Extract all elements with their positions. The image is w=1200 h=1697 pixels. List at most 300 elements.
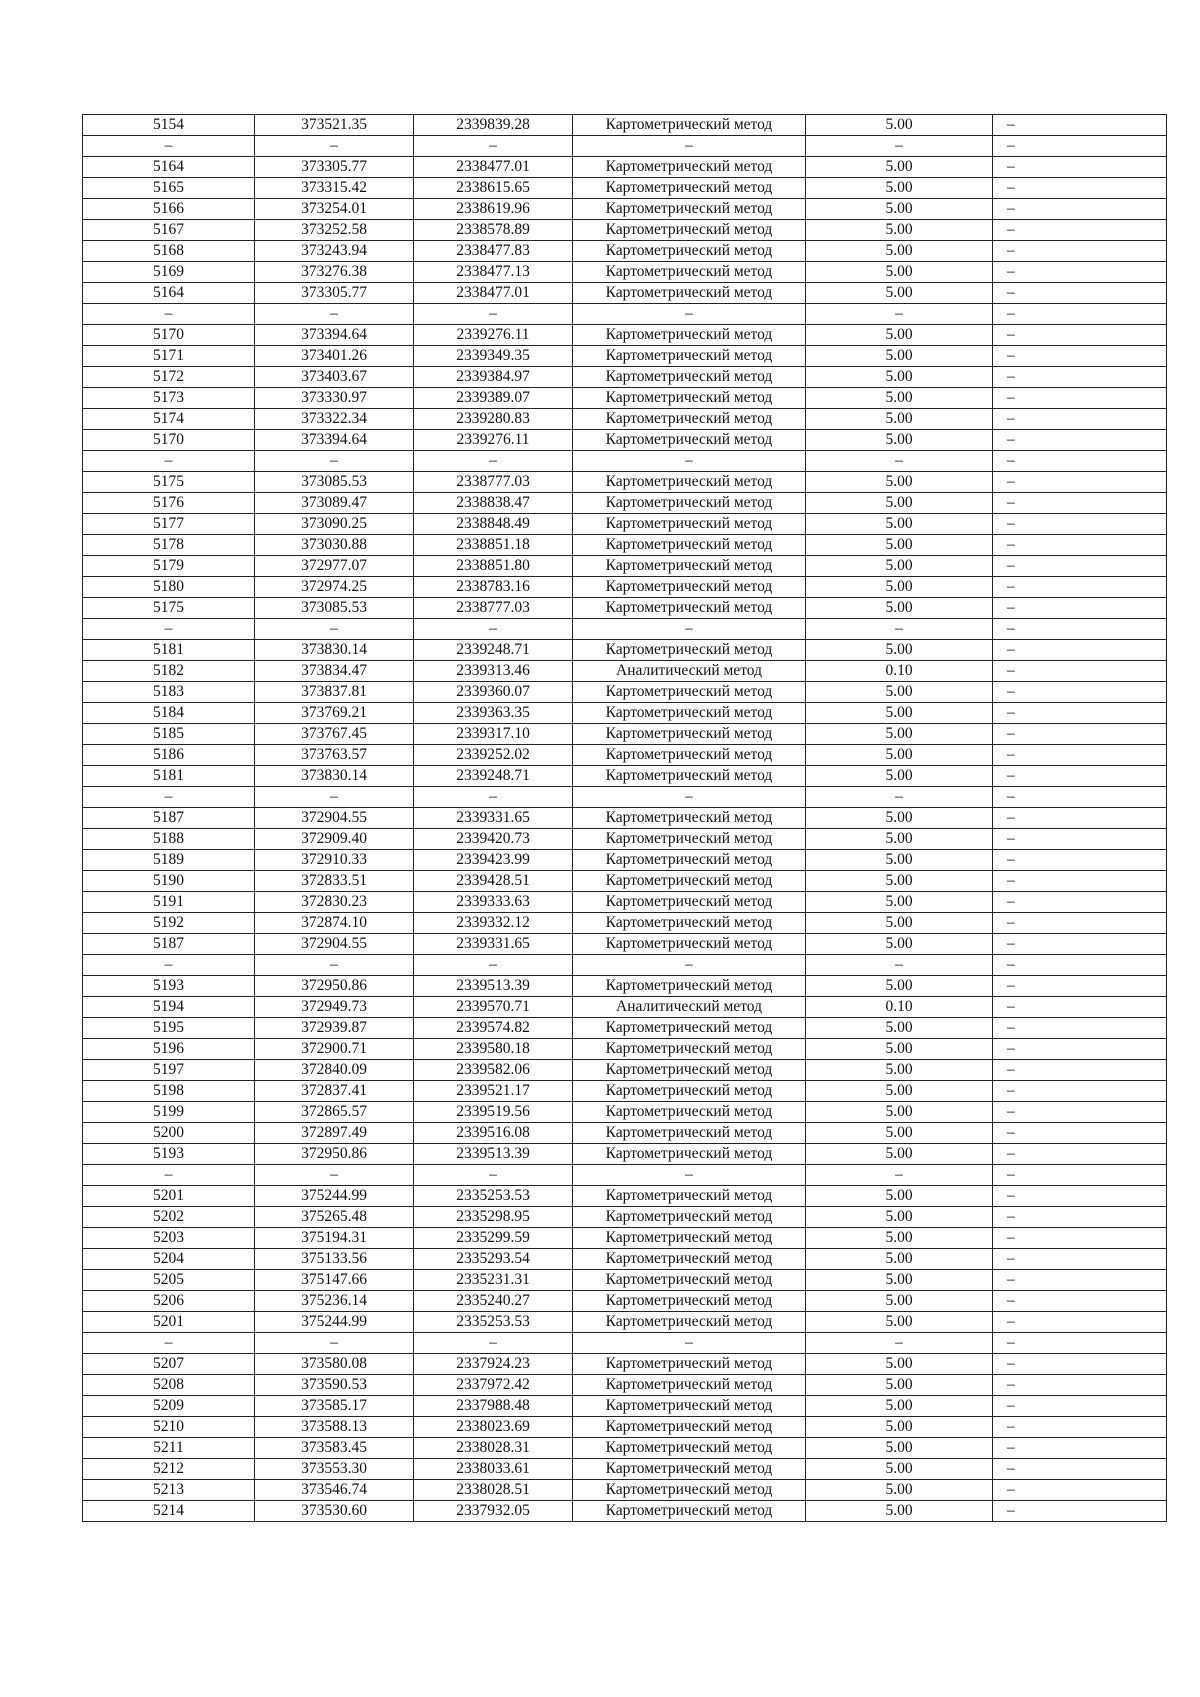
y-coordinate-cell: – [414,136,573,157]
x-coordinate-cell: 373330.97 [255,388,414,409]
description-cell: – [993,1270,1167,1291]
description-cell: – [993,1480,1167,1501]
description-cell: – [993,1081,1167,1102]
x-coordinate-cell: 372949.73 [255,997,414,1018]
accuracy-cell: – [806,787,993,808]
point-number-cell: 5181 [83,766,255,787]
accuracy-cell: 0.10 [806,997,993,1018]
description-cell: – [993,535,1167,556]
y-coordinate-cell: 2338615.65 [414,178,573,199]
x-coordinate-cell: 373305.77 [255,283,414,304]
accuracy-cell: – [806,619,993,640]
x-coordinate-cell: – [255,619,414,640]
accuracy-cell: 5.00 [806,409,993,430]
x-coordinate-cell: – [255,955,414,976]
point-number-cell: 5165 [83,178,255,199]
description-cell: – [993,283,1167,304]
table-row [83,640,1167,661]
y-coordinate-cell: 2339420.73 [414,829,573,850]
y-coordinate-cell: 2339574.82 [414,1018,573,1039]
y-coordinate-cell: 2338777.03 [414,472,573,493]
method-cell: Картометрический метод [573,556,806,577]
point-number-cell: 5205 [83,1270,255,1291]
x-coordinate-cell: 375244.99 [255,1312,414,1333]
point-number-cell: 5211 [83,1438,255,1459]
point-number-cell: 5207 [83,1354,255,1375]
point-number-cell: – [83,451,255,472]
table-row [83,1123,1167,1144]
point-number-cell: – [83,787,255,808]
x-coordinate-cell: 373583.45 [255,1438,414,1459]
method-cell: Картометрический метод [573,829,806,850]
point-number-cell: 5169 [83,262,255,283]
y-coordinate-cell: – [414,955,573,976]
y-coordinate-cell: 2338033.61 [414,1459,573,1480]
description-cell: – [993,1396,1167,1417]
description-cell: – [993,1333,1167,1354]
x-coordinate-cell: 372910.33 [255,850,414,871]
y-coordinate-cell: 2339513.39 [414,1144,573,1165]
y-coordinate-cell: 2339248.71 [414,640,573,661]
point-number-cell: 5197 [83,1060,255,1081]
x-coordinate-cell: 372950.86 [255,1144,414,1165]
y-coordinate-cell: 2339331.65 [414,808,573,829]
table-row [83,934,1167,955]
method-cell: Картометрический метод [573,430,806,451]
table-row [83,1039,1167,1060]
description-cell: – [993,1039,1167,1060]
y-coordinate-cell: 2337988.48 [414,1396,573,1417]
table-row [83,472,1167,493]
point-number-cell: 5198 [83,1081,255,1102]
accuracy-cell: 5.00 [806,199,993,220]
point-number-cell: 5170 [83,430,255,451]
point-number-cell: 5181 [83,640,255,661]
description-cell: – [993,367,1167,388]
accuracy-cell: 5.00 [806,1354,993,1375]
description-cell: – [993,241,1167,262]
table-row [83,871,1167,892]
point-number-cell: 5154 [83,115,255,136]
x-coordinate-cell: 372977.07 [255,556,414,577]
method-cell: Картометрический метод [573,1081,806,1102]
description-cell: – [993,766,1167,787]
accuracy-cell: 5.00 [806,1102,993,1123]
description-cell: – [993,409,1167,430]
point-number-cell: 5164 [83,283,255,304]
table-row [83,661,1167,682]
accuracy-cell: 5.00 [806,1228,993,1249]
point-number-cell: 5202 [83,1207,255,1228]
description-cell: – [993,871,1167,892]
method-cell: Картометрический метод [573,1186,806,1207]
table-row [83,1081,1167,1102]
point-number-cell: 5185 [83,724,255,745]
table-row [83,1291,1167,1312]
point-number-cell: – [83,304,255,325]
x-coordinate-cell: 373403.67 [255,367,414,388]
point-number-cell: – [83,955,255,976]
accuracy-cell: 5.00 [806,115,993,136]
description-cell: – [993,304,1167,325]
table-row [83,913,1167,934]
x-coordinate-cell: 373590.53 [255,1375,414,1396]
method-cell: Картометрический метод [573,577,806,598]
description-cell: – [993,976,1167,997]
y-coordinate-cell: 2337972.42 [414,1375,573,1396]
table-row [83,178,1167,199]
point-number-cell: 5199 [83,1102,255,1123]
description-cell: – [993,1249,1167,1270]
point-number-cell: 5164 [83,157,255,178]
method-cell: – [573,1333,806,1354]
point-number-cell: 5171 [83,346,255,367]
accuracy-cell: 5.00 [806,976,993,997]
x-coordinate-cell: 372950.86 [255,976,414,997]
point-number-cell: 5189 [83,850,255,871]
accuracy-cell: – [806,451,993,472]
description-cell: – [993,1417,1167,1438]
description-cell: – [993,1186,1167,1207]
accuracy-cell: 5.00 [806,556,993,577]
description-cell: – [993,997,1167,1018]
method-cell: Картометрический метод [573,472,806,493]
method-cell: Картометрический метод [573,1270,806,1291]
accuracy-cell: – [806,1333,993,1354]
table-row [83,1144,1167,1165]
y-coordinate-cell: 2335240.27 [414,1291,573,1312]
description-cell: – [993,787,1167,808]
method-cell: Картометрический метод [573,346,806,367]
accuracy-cell: 5.00 [806,913,993,934]
y-coordinate-cell: – [414,304,573,325]
point-number-cell: 5203 [83,1228,255,1249]
x-coordinate-cell: 373085.53 [255,472,414,493]
x-coordinate-cell: 373588.13 [255,1417,414,1438]
description-cell: – [993,157,1167,178]
accuracy-cell: 5.00 [806,514,993,535]
y-coordinate-cell: – [414,1165,573,1186]
description-cell: – [993,808,1167,829]
accuracy-cell: 5.00 [806,1270,993,1291]
method-cell: Картометрический метод [573,514,806,535]
accuracy-cell: 5.00 [806,325,993,346]
y-coordinate-cell: 2339513.39 [414,976,573,997]
x-coordinate-cell: 372897.49 [255,1123,414,1144]
description-cell: – [993,199,1167,220]
table-row [83,199,1167,220]
point-number-cell: 5187 [83,934,255,955]
accuracy-cell: 5.00 [806,1375,993,1396]
y-coordinate-cell: 2335253.53 [414,1312,573,1333]
y-coordinate-cell: 2338783.16 [414,577,573,598]
point-number-cell: 5212 [83,1459,255,1480]
y-coordinate-cell: – [414,787,573,808]
point-number-cell: 5187 [83,808,255,829]
y-coordinate-cell: 2339384.97 [414,367,573,388]
accuracy-cell: 5.00 [806,1480,993,1501]
x-coordinate-cell: 373030.88 [255,535,414,556]
description-cell: – [993,703,1167,724]
accuracy-cell: 5.00 [806,220,993,241]
y-coordinate-cell: 2338023.69 [414,1417,573,1438]
description-cell: – [993,346,1167,367]
accuracy-cell: 5.00 [806,1060,993,1081]
method-cell: Картометрический метод [573,745,806,766]
table-row [83,115,1167,136]
x-coordinate-cell: – [255,136,414,157]
y-coordinate-cell: 2339331.65 [414,934,573,955]
method-cell: Картометрический метод [573,1396,806,1417]
accuracy-cell: 5.00 [806,1249,993,1270]
accuracy-cell: 5.00 [806,703,993,724]
point-number-cell: 5174 [83,409,255,430]
x-coordinate-cell: 373254.01 [255,199,414,220]
point-number-cell: 5206 [83,1291,255,1312]
x-coordinate-cell: – [255,1165,414,1186]
point-number-cell: 5209 [83,1396,255,1417]
accuracy-cell: 5.00 [806,829,993,850]
y-coordinate-cell: 2339521.17 [414,1081,573,1102]
table-row [83,1333,1167,1354]
point-number-cell: 5177 [83,514,255,535]
x-coordinate-cell: 373085.53 [255,598,414,619]
method-cell: Картометрический метод [573,1312,806,1333]
table-row [83,1501,1167,1522]
point-number-cell: 5168 [83,241,255,262]
point-number-cell: 5191 [83,892,255,913]
table-row [83,1249,1167,1270]
accuracy-cell: 5.00 [806,745,993,766]
y-coordinate-cell: 2339570.71 [414,997,573,1018]
method-cell: Картометрический метод [573,703,806,724]
y-coordinate-cell: 2339516.08 [414,1123,573,1144]
y-coordinate-cell: 2338838.47 [414,493,573,514]
description-cell: – [993,220,1167,241]
table-row [83,850,1167,871]
point-number-cell: 5193 [83,1144,255,1165]
description-cell: – [993,1459,1167,1480]
accuracy-cell: 5.00 [806,1123,993,1144]
x-coordinate-cell: 373767.45 [255,724,414,745]
point-number-cell: 5196 [83,1039,255,1060]
x-coordinate-cell: 373401.26 [255,346,414,367]
point-number-cell: 5213 [83,1480,255,1501]
y-coordinate-cell: 2339333.63 [414,892,573,913]
accuracy-cell: 5.00 [806,535,993,556]
y-coordinate-cell: 2339276.11 [414,430,573,451]
table-row [83,388,1167,409]
description-cell: – [993,1438,1167,1459]
accuracy-cell: 5.00 [806,808,993,829]
table-row [83,829,1167,850]
x-coordinate-cell: 372900.71 [255,1039,414,1060]
y-coordinate-cell: 2337924.23 [414,1354,573,1375]
table-row [83,1018,1167,1039]
accuracy-cell: 5.00 [806,1207,993,1228]
x-coordinate-cell: 375147.66 [255,1270,414,1291]
y-coordinate-cell: 2339280.83 [414,409,573,430]
table-row [83,787,1167,808]
accuracy-cell: 5.00 [806,388,993,409]
y-coordinate-cell: 2339582.06 [414,1060,573,1081]
document-page [82,114,1166,1522]
y-coordinate-cell: 2339313.46 [414,661,573,682]
method-cell: – [573,1165,806,1186]
x-coordinate-cell: 373090.25 [255,514,414,535]
table-row [83,1312,1167,1333]
y-coordinate-cell: 2335298.95 [414,1207,573,1228]
y-coordinate-cell: 2339349.35 [414,346,573,367]
coordinates-table [82,114,1167,1522]
y-coordinate-cell: 2339317.10 [414,724,573,745]
table-row [83,220,1167,241]
method-cell: Картометрический метод [573,1501,806,1522]
table-row [83,409,1167,430]
point-number-cell: 5195 [83,1018,255,1039]
x-coordinate-cell: – [255,787,414,808]
point-number-cell: 5210 [83,1417,255,1438]
table-row [83,1165,1167,1186]
method-cell: – [573,787,806,808]
method-cell: Аналитический метод [573,661,806,682]
table-row [83,1207,1167,1228]
method-cell: Картометрический метод [573,640,806,661]
table-row [83,157,1167,178]
method-cell: Картометрический метод [573,409,806,430]
accuracy-cell: 5.00 [806,472,993,493]
y-coordinate-cell: – [414,451,573,472]
table-row [83,283,1167,304]
table-row [83,1186,1167,1207]
table-row [83,262,1167,283]
point-number-cell: 5178 [83,535,255,556]
method-cell: Картометрический метод [573,199,806,220]
description-cell: – [993,115,1167,136]
y-coordinate-cell: 2338848.49 [414,514,573,535]
table-row [83,493,1167,514]
point-number-cell: 5176 [83,493,255,514]
description-cell: – [993,325,1167,346]
description-cell: – [993,514,1167,535]
x-coordinate-cell: 373315.42 [255,178,414,199]
x-coordinate-cell: 372909.40 [255,829,414,850]
x-coordinate-cell: 373322.34 [255,409,414,430]
y-coordinate-cell: 2339332.12 [414,913,573,934]
x-coordinate-cell: 373305.77 [255,157,414,178]
point-number-cell: 5204 [83,1249,255,1270]
y-coordinate-cell: 2338578.89 [414,220,573,241]
x-coordinate-cell: 372865.57 [255,1102,414,1123]
accuracy-cell: 5.00 [806,934,993,955]
y-coordinate-cell: 2339360.07 [414,682,573,703]
method-cell: Картометрический метод [573,241,806,262]
method-cell: Картометрический метод [573,1060,806,1081]
accuracy-cell: 5.00 [806,283,993,304]
accuracy-cell: 5.00 [806,367,993,388]
table-row [83,598,1167,619]
x-coordinate-cell: 373830.14 [255,640,414,661]
accuracy-cell: 5.00 [806,766,993,787]
point-number-cell: 5182 [83,661,255,682]
table-row [83,1459,1167,1480]
y-coordinate-cell: – [414,619,573,640]
accuracy-cell: 5.00 [806,157,993,178]
y-coordinate-cell: 2338028.51 [414,1480,573,1501]
description-cell: – [993,724,1167,745]
method-cell: Картометрический метод [573,367,806,388]
x-coordinate-cell: 373243.94 [255,241,414,262]
method-cell: Картометрический метод [573,1375,806,1396]
method-cell: Картометрический метод [573,1018,806,1039]
accuracy-cell: 5.00 [806,1417,993,1438]
accuracy-cell: 5.00 [806,598,993,619]
x-coordinate-cell: 375244.99 [255,1186,414,1207]
accuracy-cell: – [806,1165,993,1186]
method-cell: Картометрический метод [573,262,806,283]
accuracy-cell: – [806,955,993,976]
table-row [83,241,1167,262]
description-cell: – [993,1165,1167,1186]
point-number-cell: – [83,1165,255,1186]
coordinates-table-body [83,115,1167,1522]
point-number-cell: 5193 [83,976,255,997]
method-cell: Картометрический метод [573,1417,806,1438]
table-row [83,1396,1167,1417]
accuracy-cell: 5.00 [806,1459,993,1480]
table-row [83,514,1167,535]
description-cell: – [993,493,1167,514]
method-cell: Картометрический метод [573,1144,806,1165]
table-row [83,1417,1167,1438]
accuracy-cell: 5.00 [806,1081,993,1102]
accuracy-cell: 5.00 [806,1144,993,1165]
accuracy-cell: 5.00 [806,682,993,703]
accuracy-cell: 5.00 [806,640,993,661]
method-cell: Картометрический метод [573,1123,806,1144]
table-row [83,325,1167,346]
accuracy-cell: 5.00 [806,1396,993,1417]
point-number-cell: – [83,136,255,157]
table-row [83,1480,1167,1501]
method-cell: Картометрический метод [573,892,806,913]
point-number-cell: 5175 [83,598,255,619]
description-cell: – [993,1375,1167,1396]
point-number-cell: 5194 [83,997,255,1018]
accuracy-cell: 5.00 [806,1501,993,1522]
accuracy-cell: 5.00 [806,430,993,451]
x-coordinate-cell: 373580.08 [255,1354,414,1375]
point-number-cell: 5172 [83,367,255,388]
accuracy-cell: 5.00 [806,850,993,871]
method-cell: – [573,619,806,640]
table-row [83,136,1167,157]
method-cell: Картометрический метод [573,871,806,892]
table-row [83,682,1167,703]
point-number-cell: – [83,619,255,640]
table-row [83,703,1167,724]
y-coordinate-cell: 2335293.54 [414,1249,573,1270]
point-number-cell: 5201 [83,1312,255,1333]
x-coordinate-cell: 373252.58 [255,220,414,241]
x-coordinate-cell: 372939.87 [255,1018,414,1039]
method-cell: Картометрический метод [573,808,806,829]
table-row [83,808,1167,829]
table-row [83,451,1167,472]
table-row [83,304,1167,325]
y-coordinate-cell: 2339363.35 [414,703,573,724]
y-coordinate-cell: 2338851.80 [414,556,573,577]
